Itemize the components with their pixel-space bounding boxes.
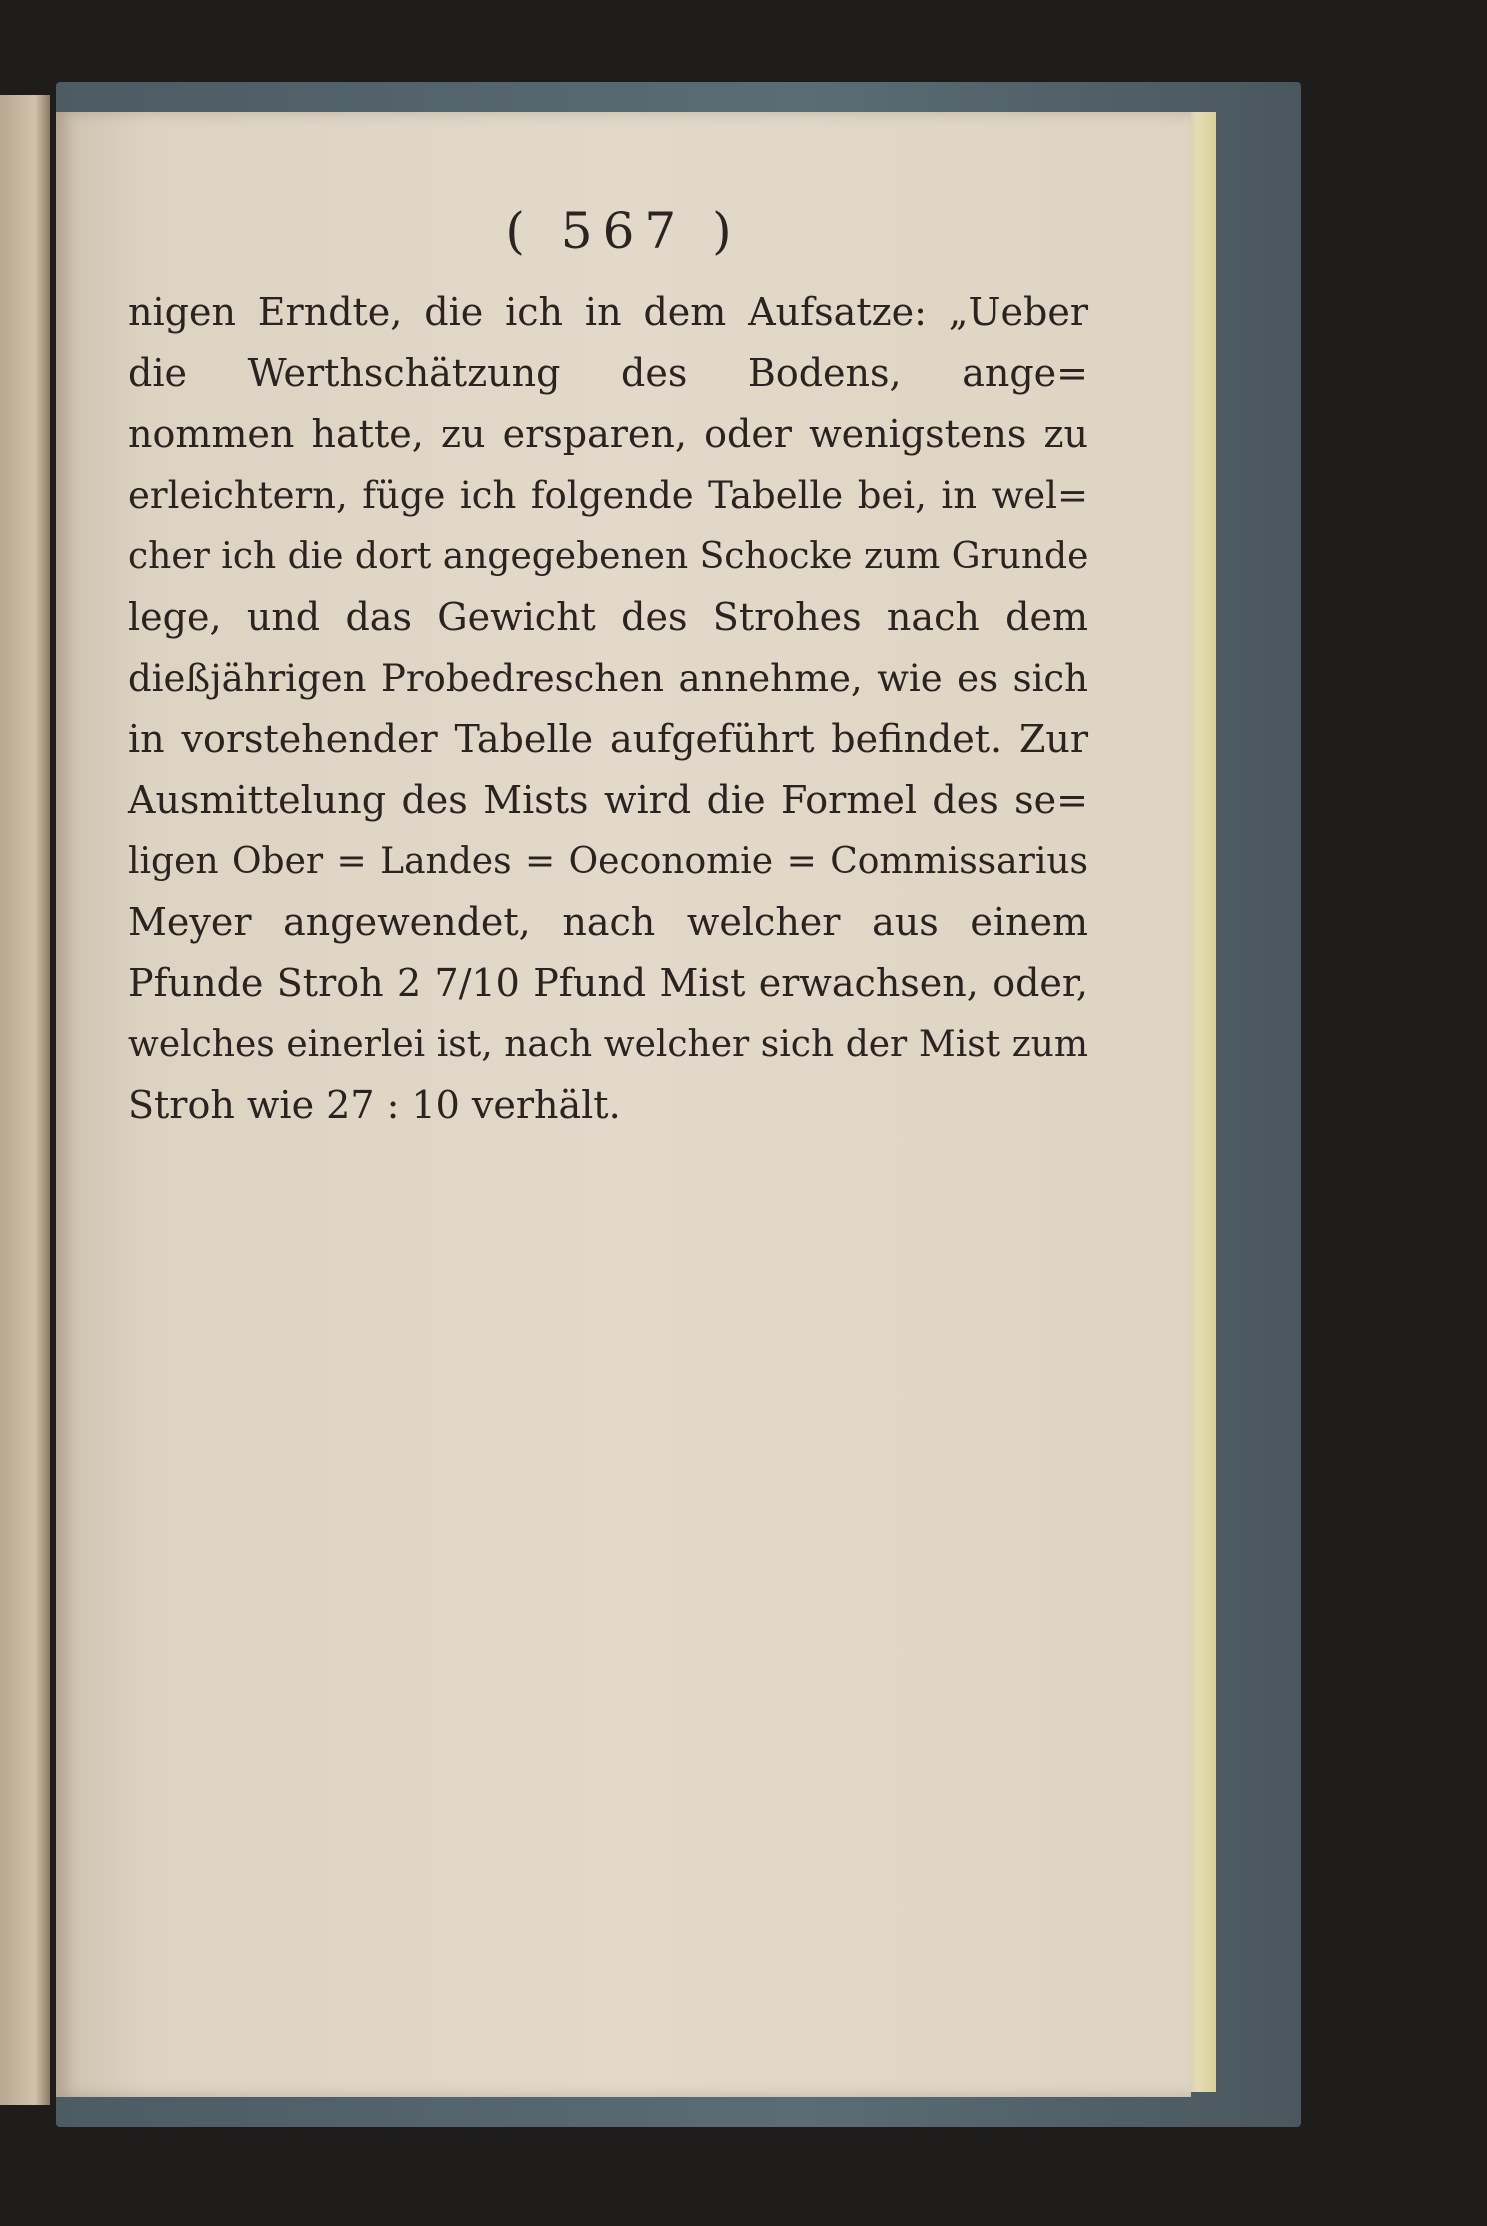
text-line: in vorstehender Tabelle aufgeführt befindet. Zur xyxy=(128,717,1088,761)
text-line: Meyer angewendet, nach welcher aus einem xyxy=(128,900,1088,944)
book-page xyxy=(56,112,1191,2097)
text-line: lege, und das Gewicht des Strohes nach dem xyxy=(128,595,1088,639)
text-line: Stroh wie 27 : 10 verhält. xyxy=(128,1083,621,1127)
facing-page-edge xyxy=(0,95,50,2105)
text-line: nigen Erndte, die ich in dem Aufsatze: „Ueber xyxy=(128,290,1088,334)
text-line: nommen hatte, zu ersparen, oder wenigstens zu xyxy=(128,412,1088,456)
text-line: ligen Ober = Landes = Oeconomie = Commissarius xyxy=(128,841,1088,882)
text-line: cher ich die dort angegebenen Schocke zum Grunde xyxy=(128,536,1089,577)
text-line: die Werthschätzung des Bodens, ange= xyxy=(128,351,1088,395)
page-number-header: ( 567 ) xyxy=(505,202,742,260)
body-text xyxy=(128,282,1088,1136)
text-line: Pfunde Stroh 2 7/10 Pfund Mist erwachsen, oder, xyxy=(128,961,1088,1005)
text-line: welches einerlei ist, nach welcher sich der Mist zum xyxy=(128,1024,1088,1065)
text-line: dießjährigen Probedreschen annehme, wie es sich xyxy=(128,657,1088,700)
text-line: erleichtern, füge ich folgende Tabelle bei, in wel= xyxy=(128,474,1088,517)
text-line: Ausmittelung des Mists wird die Formel des se= xyxy=(128,778,1088,822)
